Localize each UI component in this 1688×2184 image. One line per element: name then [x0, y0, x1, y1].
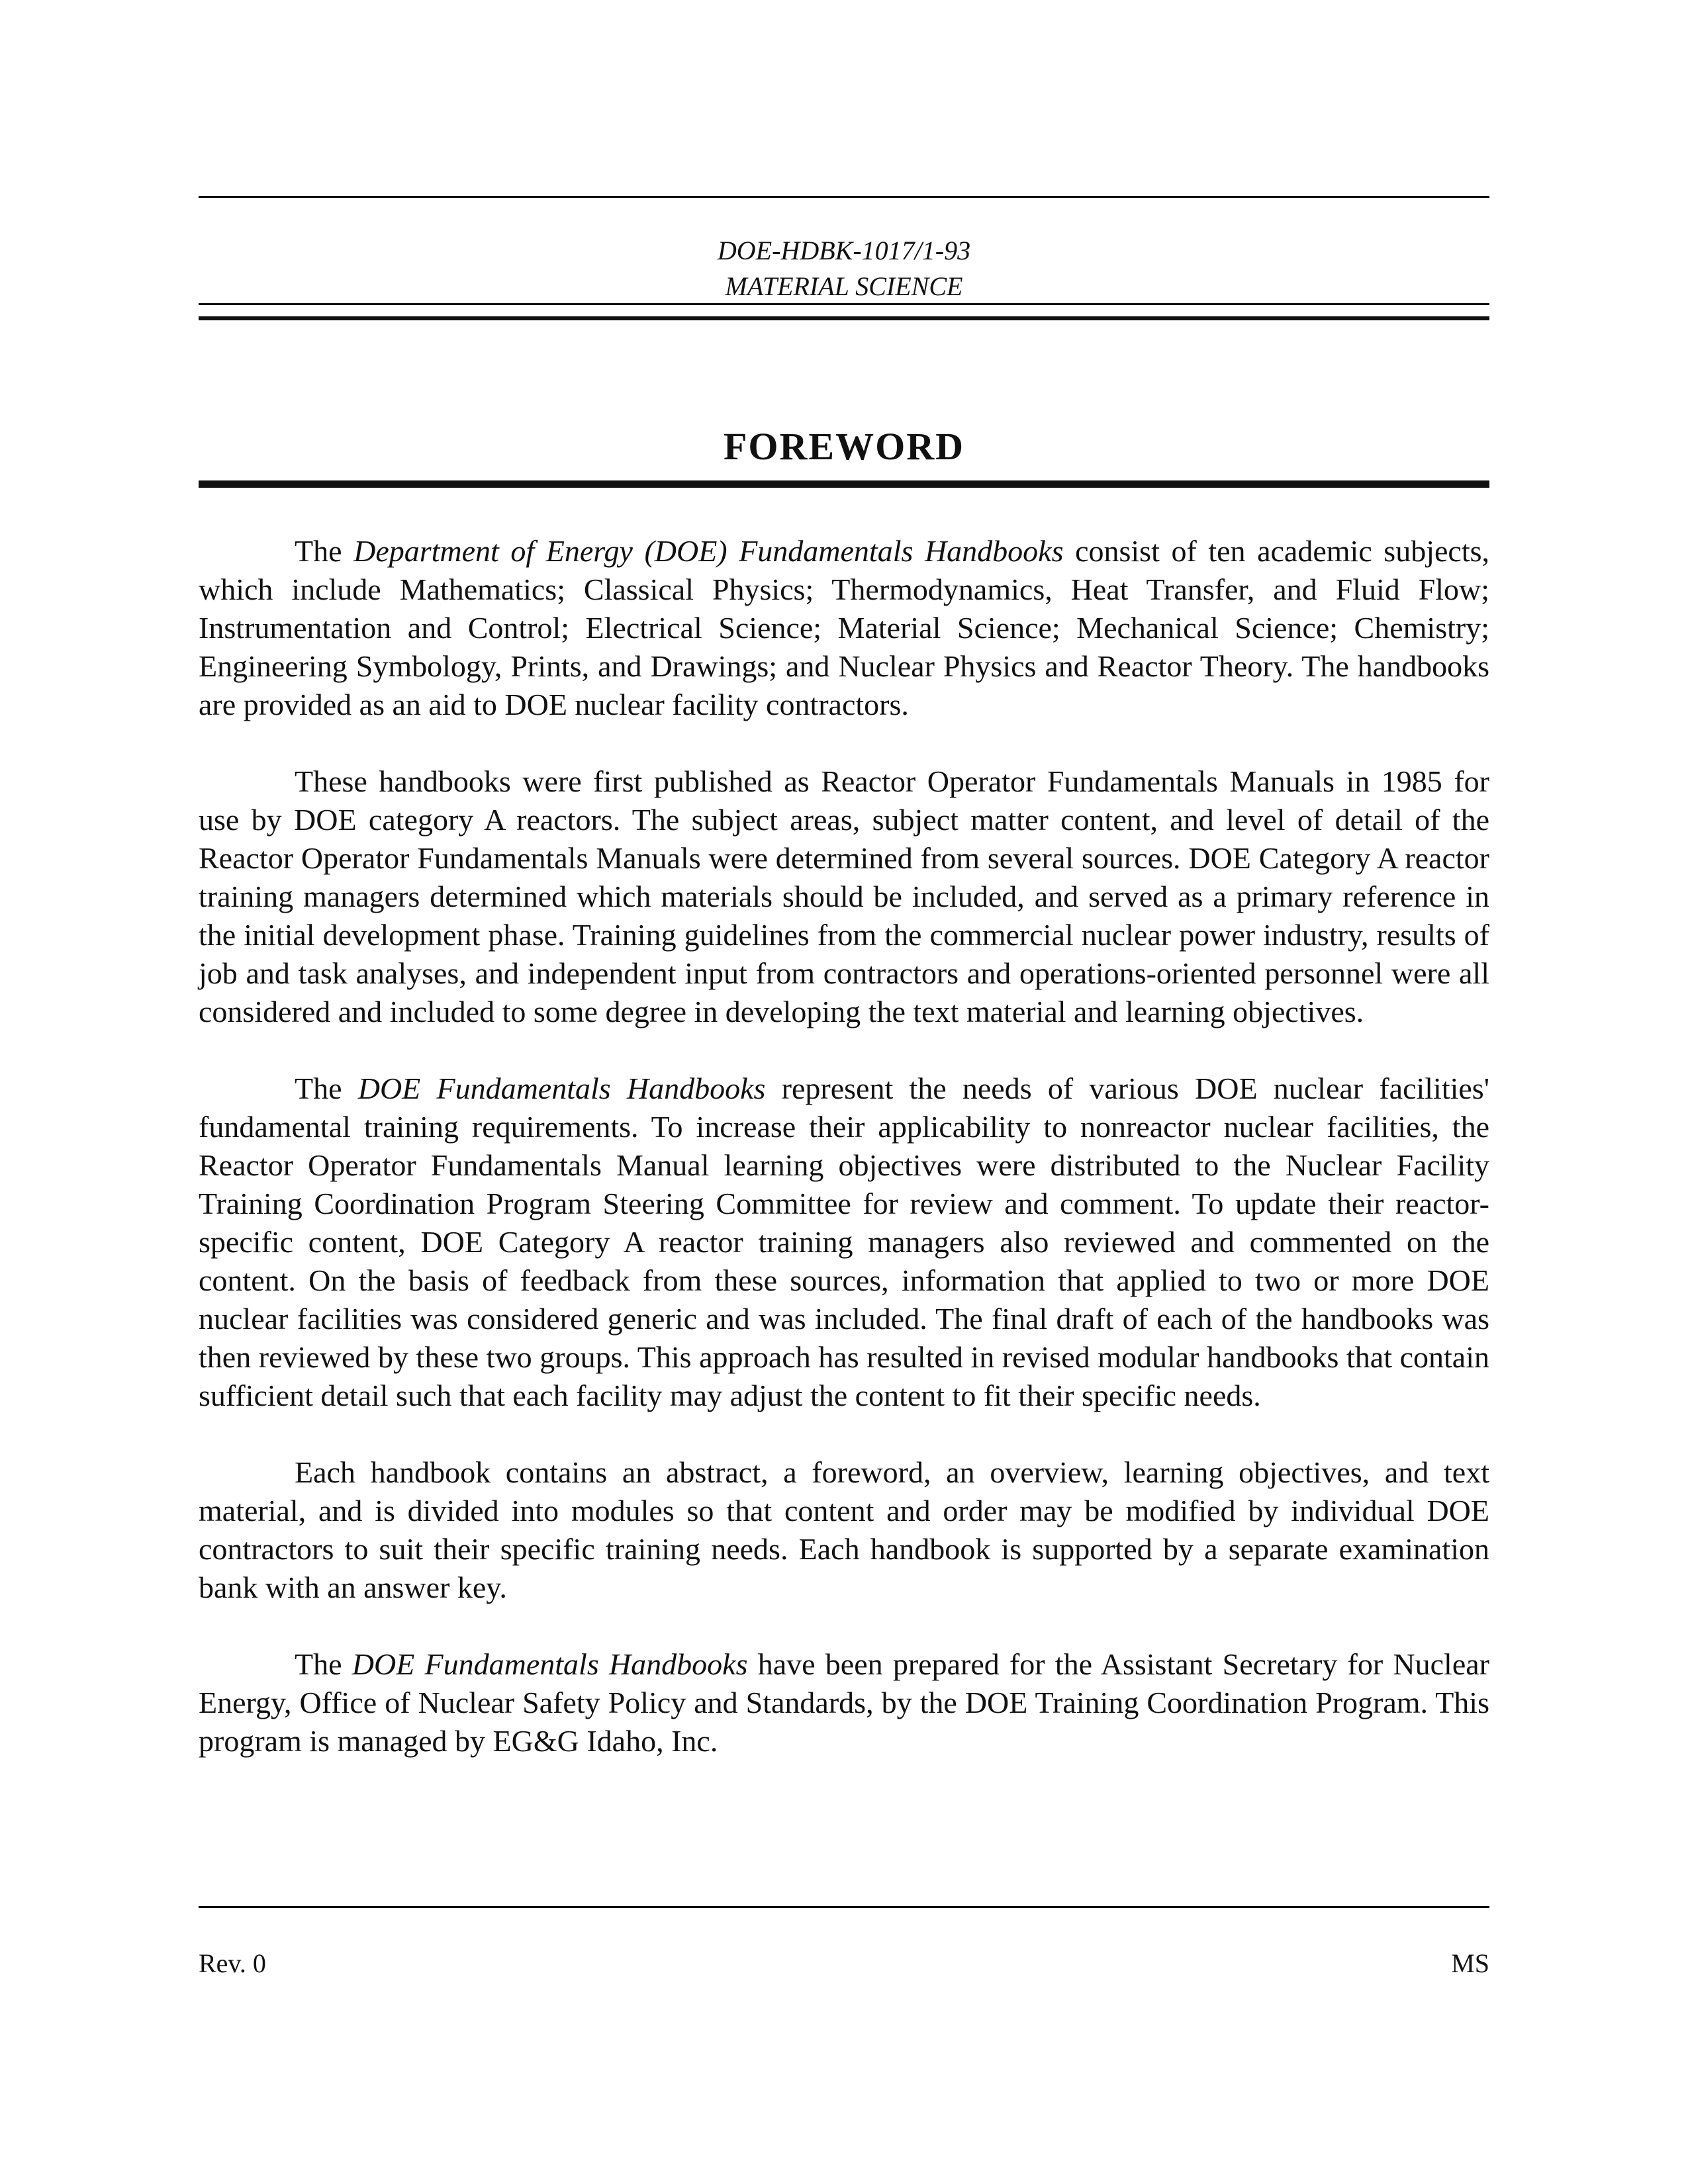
- footer-rule: [199, 1906, 1489, 1908]
- header-thin-rule: [199, 303, 1489, 305]
- header-top-rule: [199, 196, 1489, 198]
- paragraph-3-text: represent the needs of various DOE nuclear facilities' fundamental training requirements. To increase their applicability to nonreactor nuclear facilities, the Reactor Operator Fundamentals Manual learning objectives were distributed to the Nuclear Facility Training Coordination Program Steering Committee for review and comment. To update their reactor-specific content, DOE Category A reactor training managers also reviewed and commented on the content. On the basis of feedback from these sources, information that applied to two or more DOE nuclear facilities was considered generic and was included. The final draft of each of the handbooks was then reviewed by these two groups. This approach has resulted in revised modular handbooks that contain sufficient detail such that each facility may adjust the content to fit their specific needs.: [199, 1071, 1489, 1412]
- paragraph-1-intro: The: [295, 534, 354, 568]
- paragraph-1-emphasis: Department of Energy (DOE) Fundamentals Handbooks: [353, 534, 1064, 568]
- paragraph-3: [199, 1069, 1489, 1415]
- running-header: [199, 233, 1489, 304]
- foreword-body: [199, 532, 1489, 1760]
- document-number: DOE-HDBK-1017/1-93: [717, 236, 971, 265]
- paragraph-5-emphasis: DOE Fundamentals Handbooks: [352, 1647, 748, 1681]
- document-subject: MATERIAL SCIENCE: [725, 271, 963, 301]
- footer-module-code: MS: [1451, 1948, 1489, 1978]
- paragraph-3-emphasis: DOE Fundamentals Handbooks: [357, 1071, 766, 1105]
- header-thick-rule: [199, 316, 1489, 320]
- paragraph-1: [199, 532, 1489, 724]
- paragraph-5: [199, 1645, 1489, 1760]
- footer-revision: Rev. 0: [199, 1948, 266, 1978]
- paragraph-5-intro: The: [295, 1647, 352, 1681]
- paragraph-2: These handbooks were first published as Reactor Operator Fundamentals Manuals in 1985 for use by DOE category A reactors. The subject areas, subject matter content, and level of detail of the Reactor Operator Fundamentals Manuals were determined from several sources. DOE Category A reactor training managers determined which materials should be included, and served as a primary reference in the initial development phase. Training guidelines from the commercial nuclear power industry, results of job and task analyses, and independent input from contractors and operations-oriented personnel were all considered and included to some degree in developing the text material and learning objectives.: [199, 764, 1489, 1028]
- paragraph-3-intro: The: [295, 1071, 358, 1105]
- title-underline-rule: [199, 480, 1489, 488]
- page-title: FOREWORD: [724, 425, 964, 468]
- paragraph-4: Each handbook contains an abstract, a foreword, an overview, learning objectives, and text material, and is divided into modules so that content and order may be modified by individual DOE contractors to suit their specific training needs. Each handbook is supported by a separate examination bank with an answer key.: [199, 1455, 1489, 1604]
- paragraph-1-text: consist of ten academic subjects, which include Mathematics; Classical Physics; Thermodynamics, Heat Transfer, and Fluid Flow; Instrumentation and Control; Electrical Science; Material Science; Mechanical Science; Chemistry; Engineering Symbology, Prints, and Drawings; and Nuclear Physics and Reactor Theory. The handbooks are provided as an aid to DOE nuclear facility contractors.: [199, 534, 1490, 721]
- paragraph-5-text: have been prepared for the Assistant Secretary for Nuclear Energy, Office of Nuclear Safety Policy and Standards, by the DOE Training Coordination Program. This program is managed by EG&G Idaho, Inc.: [199, 1647, 1489, 1758]
